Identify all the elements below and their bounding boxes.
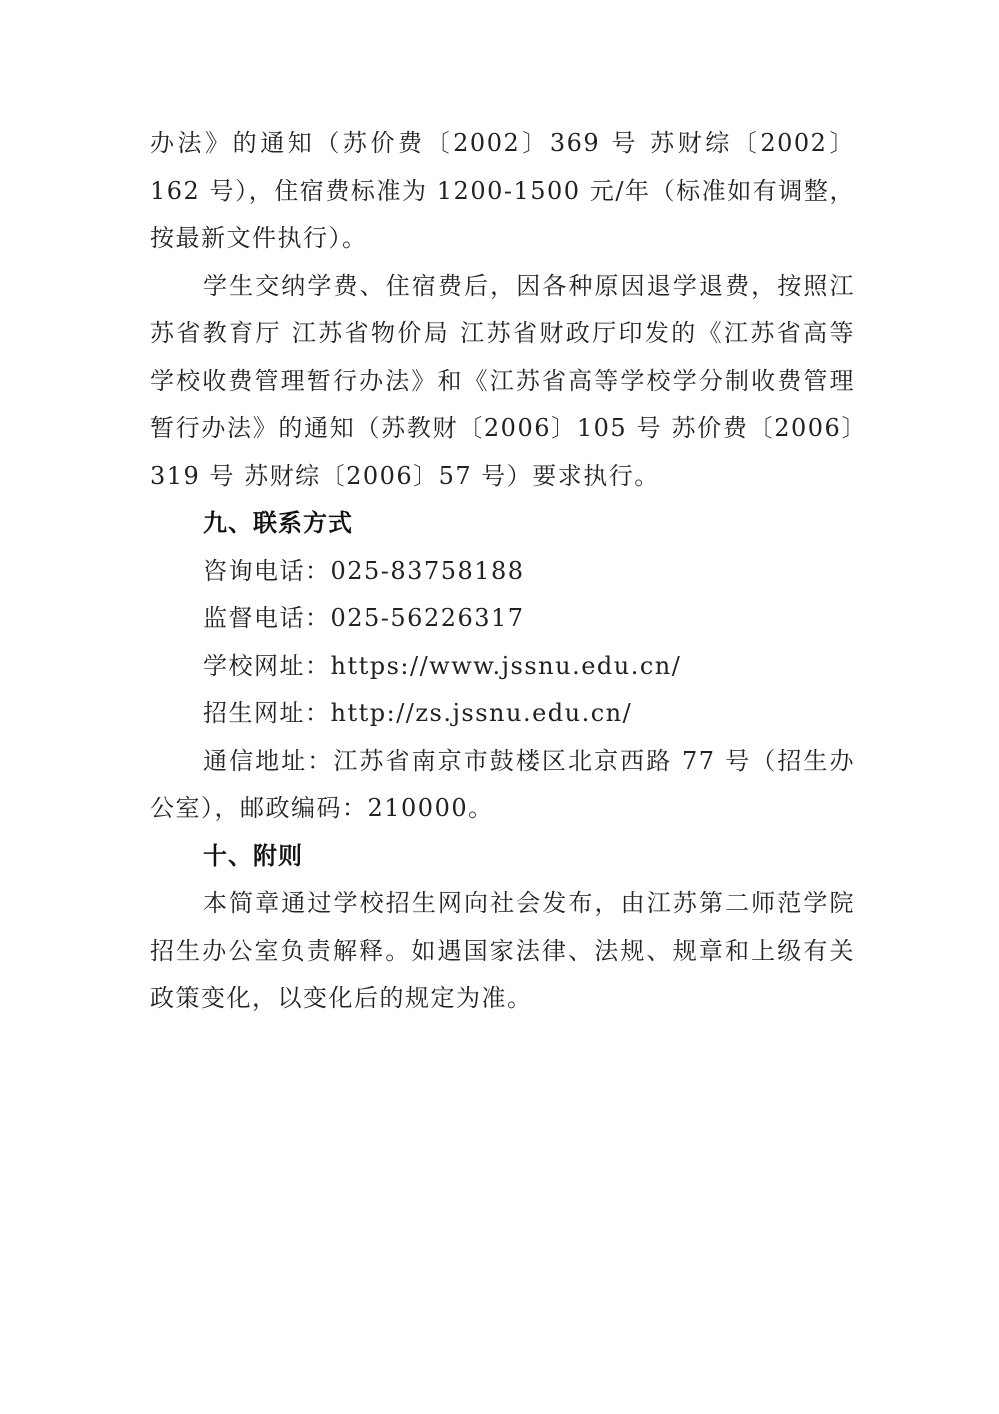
admission-website: 招生网址：http://zs.jssnu.edu.cn/ [203, 699, 633, 727]
consult-phone: 咨询电话：025-83758188 [203, 556, 525, 585]
refund-paragraph: 学生交纳学费、住宿费后，因各种原因退学退费，按照江苏省教育厅 江苏省物价局 江苏省财政厅印发的《江苏省高等学校收费管理暂行办法》和《江苏省高等学校学分制收费管理暂行办法》的通知（苏教财〔2006〕105 号 苏价费〔2006〕319 号 苏财综〔2006〕57 号）要求执行。 [150, 271, 855, 490]
document-body [150, 120, 855, 1023]
section-heading-appendix: 十、附则 [203, 841, 303, 870]
school-website: 学校网址：https://www.jssnu.edu.cn/ [203, 651, 682, 680]
fee-paragraph-continued: 办法》的通知（苏价费〔2002〕369 号 苏财综〔2002〕162 号），住宿费标准为 1200-1500 元/年（标准如有调整，按最新文件执行）。 [150, 129, 855, 252]
appendix-paragraph: 本简章通过学校招生网向社会发布，由江苏第二师范学院招生办公室负责解释。如遇国家法律、法规、规章和上级有关政策变化，以变化后的规定为准。 [150, 889, 855, 1012]
supervise-phone: 监督电话：025-56226317 [203, 604, 525, 632]
mailing-address: 通信地址：江苏省南京市鼓楼区北京西路 77 号（招生办公室），邮政编码：210000。 [150, 746, 855, 822]
section-heading-contact: 九、联系方式 [203, 509, 353, 537]
